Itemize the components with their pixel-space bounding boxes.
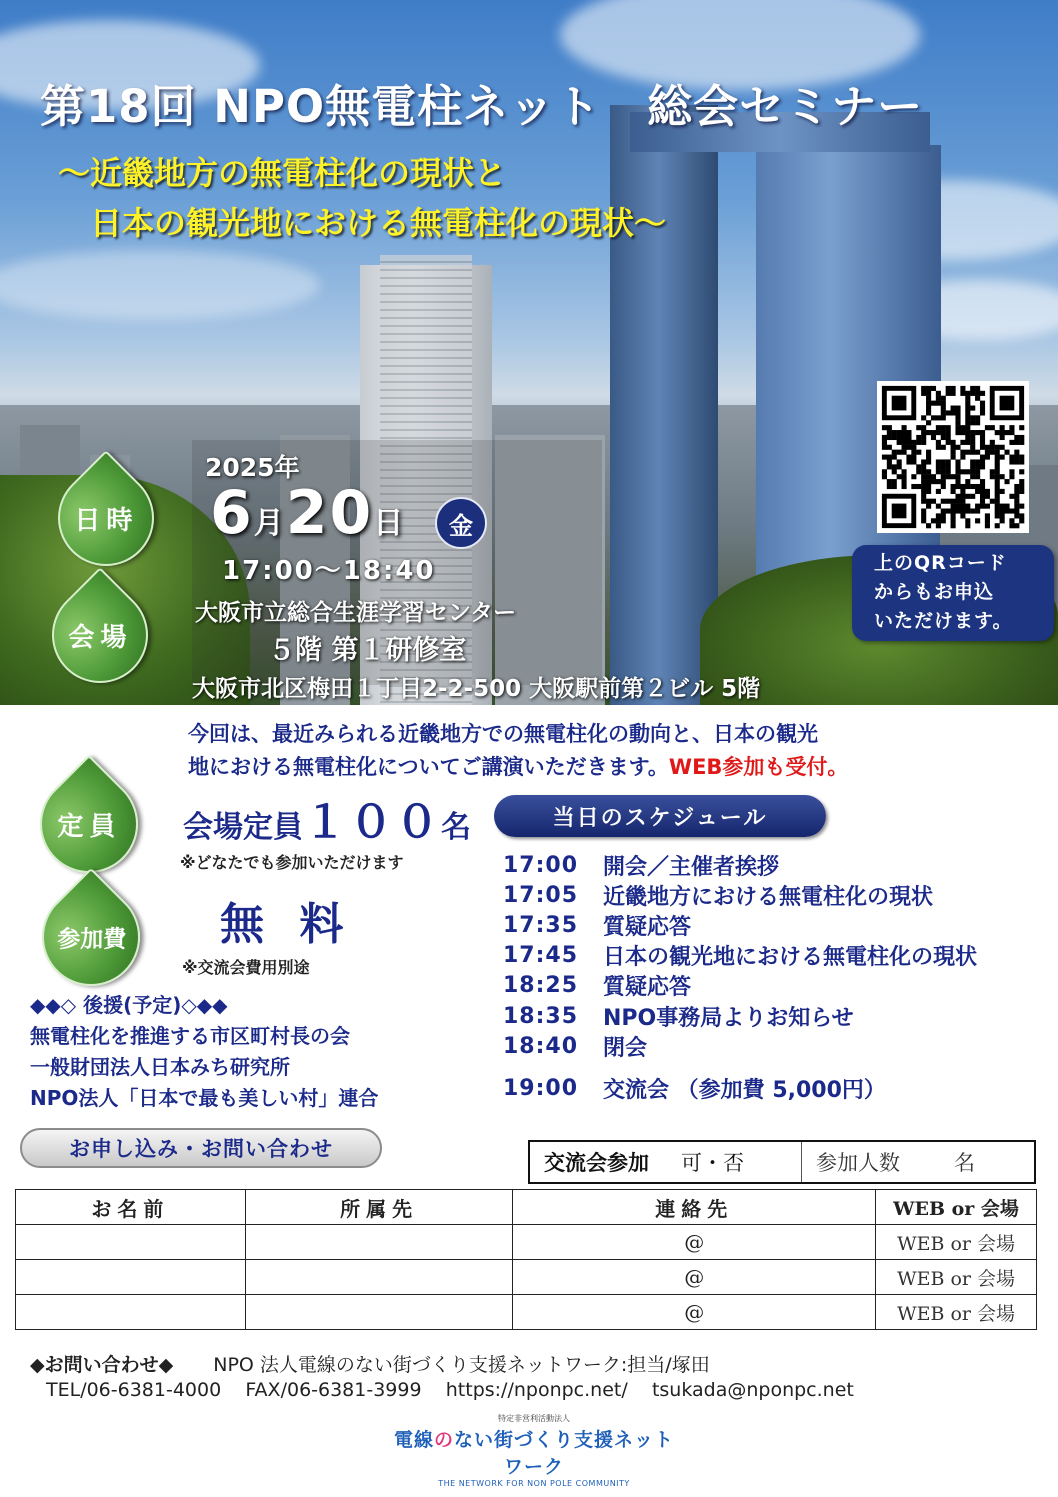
contact-label: ◆お問い合わせ◆ (30, 1354, 174, 1376)
subtitle-line-1: ～近畿地方の無電柱化の現状と (58, 154, 507, 192)
attendance-mode-field[interactable]: WEB or 会場 (876, 1260, 1037, 1295)
column-header-name: お名前 (16, 1190, 246, 1225)
event-time: 17:00～18:40 (222, 556, 436, 586)
logo-name (384, 1425, 684, 1479)
intro-line-2: 地における無電柱化についてご講演いただきます。 (188, 755, 669, 779)
organization-field[interactable] (245, 1260, 513, 1295)
schedule-item (503, 850, 977, 880)
capacity-label: 会場定員 (183, 810, 303, 845)
schedule-item (503, 941, 977, 971)
fee-value: 無 料 (220, 899, 354, 950)
contact-field[interactable]: @ (513, 1260, 876, 1295)
qr-code[interactable] (877, 381, 1029, 533)
weekday-badge: 金 (435, 497, 487, 549)
participant-count-unit: 名 (954, 1151, 975, 1175)
social-participation-choice[interactable]: 可・否 (681, 1151, 744, 1175)
fee-note: ※交流会費用別途 (182, 958, 310, 977)
event-month-unit: 月 (253, 506, 286, 541)
attendance-mode-field[interactable]: WEB or 会場 (876, 1295, 1037, 1330)
qr-note: 上のQRコード からもお申込 いただけます。 (852, 545, 1054, 641)
social-participation-box (528, 1140, 1036, 1184)
logo-name-o: の (433, 1429, 454, 1451)
event-day-unit: 日 (373, 506, 406, 541)
schedule-text: 質疑応答 (603, 975, 692, 1001)
contact-header (30, 1350, 710, 1377)
schedule-item (503, 971, 977, 1001)
schedule-list (503, 850, 977, 1104)
schedule-time: 17:35 (503, 912, 579, 938)
schedule-text: 質疑応答 (603, 914, 692, 940)
venue-label: 会場 (67, 622, 133, 653)
table-header-row (16, 1190, 1037, 1225)
intro-text (188, 718, 848, 784)
venue-address: 大阪市北区梅田１丁目2-2-500 大阪駅前第２ビル 5階 (192, 676, 761, 702)
fee-badge-label: 参加費 (56, 926, 126, 953)
event-date (210, 478, 405, 548)
schedule-time: 18:35 (503, 1003, 579, 1029)
schedule-item (503, 880, 977, 910)
page-subtitle (58, 148, 666, 248)
sponsor-item: 無電柱化を推進する市区町村長の会 (30, 1024, 350, 1048)
participant-count-cell[interactable] (802, 1142, 1034, 1182)
sponsor-block (30, 990, 378, 1114)
intro-line-1: 今回は、最近みられる近畿地方での無電柱化の動向と、日本の観光 (188, 722, 818, 746)
event-year: 2025年 (205, 453, 300, 482)
schedule-text: 交流会 （参加費 5,000円） (603, 1077, 886, 1103)
contact-fax: FAX/06-6381-3999 (245, 1379, 422, 1401)
schedule-time: 17:05 (503, 882, 579, 908)
capacity-number: １００ (303, 797, 441, 848)
capacity-badge-label: 定員 (56, 811, 122, 842)
schedule-text: 閉会 (603, 1035, 648, 1061)
web-participation-note: WEB参加も受付。 (668, 755, 849, 779)
sponsor-item: 一般財団法人日本みち研究所 (30, 1055, 290, 1079)
qr-code-icon (877, 381, 1029, 533)
name-field[interactable] (16, 1295, 246, 1330)
application-heading: お申し込み・お問い合わせ (20, 1128, 382, 1168)
contact-tel: TEL/06-6381-4000 (46, 1379, 222, 1401)
organization-field[interactable] (245, 1225, 513, 1260)
schedule-time: 17:00 (503, 852, 579, 878)
schedule-item (503, 1001, 977, 1031)
sponsor-item: NPO法人「日本で最も美しい村」連合 (30, 1086, 379, 1110)
schedule-time: 18:25 (503, 973, 579, 999)
schedule-text: 開会／主催者挨拶 (603, 854, 780, 880)
contact-details (46, 1379, 854, 1401)
table-row (16, 1295, 1037, 1330)
schedule-time: 19:00 (503, 1075, 579, 1101)
logo-name-pre: 電線 (393, 1429, 434, 1451)
column-header-contact: 連絡先 (513, 1190, 876, 1225)
social-participation-cell[interactable] (530, 1142, 802, 1182)
name-field[interactable] (16, 1260, 246, 1295)
table-row (16, 1225, 1037, 1260)
event-month: 6 (210, 478, 254, 548)
column-header-attendance-mode: WEB or 会場 (876, 1190, 1037, 1225)
contact-email[interactable]: tsukada@nponpc.net (651, 1379, 854, 1401)
fee-leaf-badge (22, 868, 161, 1007)
participant-count-label: 参加人数 (816, 1151, 900, 1175)
subtitle-line-2: 日本の観光地における無電柱化の現状～ (58, 204, 667, 242)
organization-logo (384, 1413, 684, 1488)
contact-field[interactable]: @ (513, 1225, 876, 1260)
venue-name: 大阪市立総合生涯学習センター (195, 600, 517, 626)
name-field[interactable] (16, 1225, 246, 1260)
capacity-unit: 名 (441, 810, 471, 845)
schedule-text: 近畿地方における無電柱化の現状 (603, 884, 934, 910)
column-header-organization: 所属先 (245, 1190, 513, 1225)
logo-small-text: 特定非営利活動法人 (498, 1414, 570, 1423)
schedule-item (503, 1073, 977, 1103)
table-row (16, 1260, 1037, 1295)
schedule-time: 18:40 (503, 1033, 579, 1059)
logo-name-post: ない街づくり支援ネットワーク (454, 1429, 675, 1478)
contact-field[interactable]: @ (513, 1295, 876, 1330)
schedule-item (503, 910, 977, 940)
datetime-label: 日時 (73, 505, 139, 536)
organization-field[interactable] (245, 1295, 513, 1330)
application-form-table (15, 1189, 1037, 1330)
page-title: 第18回 NPO無電柱ネット 総会セミナー (40, 80, 924, 133)
schedule-item (503, 1031, 977, 1061)
capacity-note: ※どなたでも参加いただけます (180, 853, 404, 872)
contact-organization: NPO 法人電線のない街づくり支援ネットワーク:担当/塚田 (213, 1354, 710, 1376)
event-day: 20 (285, 478, 374, 548)
capacity-text (183, 786, 471, 850)
logo-english-text: THE NETWORK FOR NON POLE COMMUNITY (438, 1479, 630, 1488)
venue-room: ５階 第１研修室 (268, 635, 467, 666)
schedule-time: 17:45 (503, 943, 579, 969)
schedule-text: NPO事務局よりお知らせ (603, 1005, 854, 1031)
attendance-mode-field[interactable]: WEB or 会場 (876, 1225, 1037, 1260)
schedule-text: 日本の観光地における無電柱化の現状 (603, 945, 978, 971)
sponsor-heading: ◆◆◇ 後援(予定)◇◆◆ (30, 993, 228, 1017)
schedule-heading: 当日のスケジュール (494, 795, 826, 837)
contact-url[interactable]: https://nponpc.net/ (445, 1379, 628, 1401)
social-participation-label: 交流会参加 (544, 1151, 649, 1175)
